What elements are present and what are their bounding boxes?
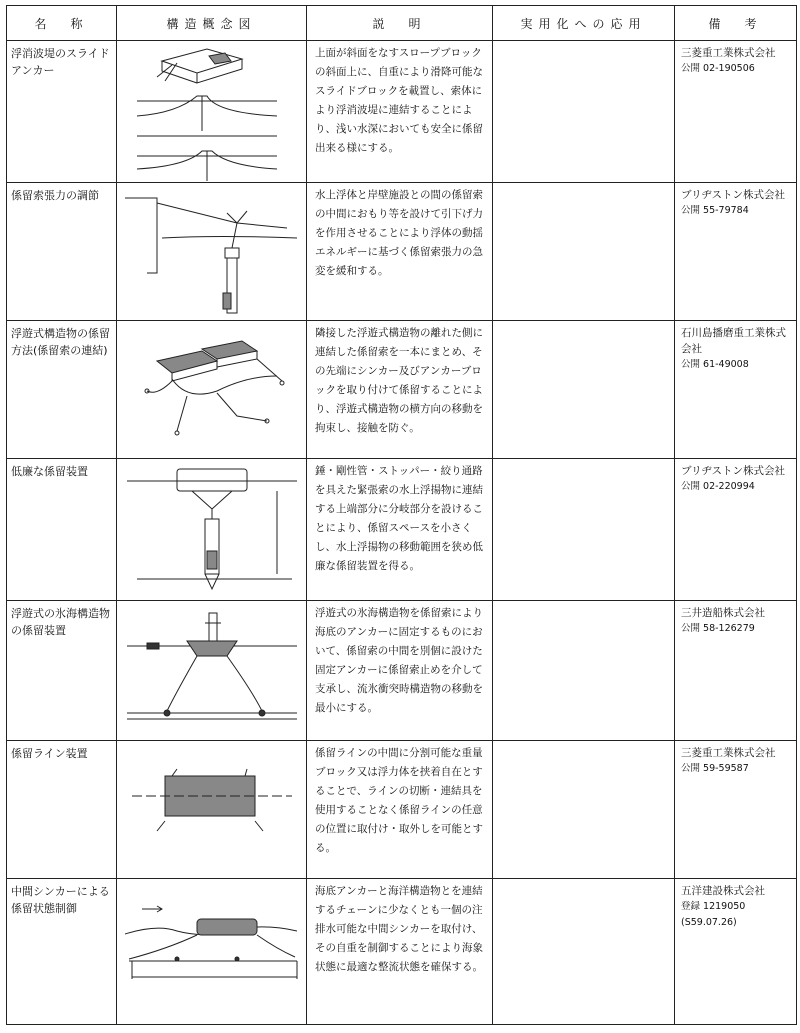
diagram-ice-structure: [117, 601, 307, 741]
diagram-mooring-line: [117, 741, 307, 879]
diagram-mooring-tension: [117, 183, 307, 321]
table-row: [7, 459, 797, 601]
table-row: [7, 601, 797, 741]
table-row: [7, 41, 797, 183]
header-description: 説 明: [307, 6, 493, 41]
row-number: 公開 58-126279: [681, 623, 755, 634]
row-name: 中間シンカーによる係留状態制御: [7, 879, 117, 1025]
row-name: 浮消波堤のスライドアンカー: [7, 41, 117, 183]
row-number: 公開 55-79784: [681, 205, 749, 216]
row-remarks: [675, 183, 797, 321]
row-number: 公開 59-59587: [681, 763, 749, 774]
row-description: 浮遊式の氷海構造物を係留索により海底のアンカーに固定するものにおいて、係留索の中間を別個に設けた固定アンカーに係留索止めを介して支承し、流氷衝突時構造物の移動を最小にする。: [307, 601, 493, 741]
row-application: [493, 879, 675, 1025]
row-description: 隣接した浮遊式構造物の離れた側に連結した係留索を一本にまとめ、その先端にシンカー及びアンカーブロックを取り付けて係留することにより、浮遊式構造物の横方向の移動を拘束し、接触を防ぐ。: [307, 321, 493, 459]
table-row: [7, 879, 797, 1025]
row-company: 五洋建設株式会社: [681, 885, 765, 897]
diagram-slide-anchor: [117, 41, 307, 183]
table-row: [7, 183, 797, 321]
row-application: [493, 741, 675, 879]
row-name: 浮遊式構造物の係留方法(係留索の連結): [7, 321, 117, 459]
row-name: 浮遊式の氷海構造物の係留装置: [7, 601, 117, 741]
diagram-low-cost-mooring: [117, 459, 307, 601]
header-diagram: 構造概念図: [117, 6, 307, 41]
row-application: [493, 183, 675, 321]
row-company: 三菱重工業株式会社: [681, 747, 776, 759]
header-name: 名 称: [7, 6, 117, 41]
row-description: 係留ラインの中間に分割可能な重量ブロック又は浮力体を挟着自在とすることで、ラインの切断・連結具を使用することなく係留ラインの任意の位置に取付け・取外しを可能とする。: [307, 741, 493, 879]
row-date: (S59.07.26): [681, 917, 737, 928]
row-application: [493, 459, 675, 601]
row-company: 三菱重工業株式会社: [681, 47, 776, 59]
row-application: [493, 601, 675, 741]
row-description: 上面が斜面をなすスロープブロックの斜面上に、自重により滑降可能なスライドブロックを載置し、索体により浮消波堤に連結することにより、浅い水深においても安全に係留出来る様にする。: [307, 41, 493, 183]
row-number: 公開 02-220994: [681, 481, 755, 492]
row-name: 係留ライン装置: [7, 741, 117, 879]
row-remarks: [675, 459, 797, 601]
row-remarks: [675, 879, 797, 1025]
header-row: [7, 6, 797, 41]
diagram-intermediate-sinker: [117, 879, 307, 1025]
row-number: 公開 02-190506: [681, 63, 755, 74]
row-number: 登録 1219050: [681, 901, 746, 912]
row-remarks: [675, 321, 797, 459]
header-application: 実用化への応用: [493, 6, 675, 41]
diagram-floating-structure: [117, 321, 307, 459]
row-company: 三井造船株式会社: [681, 607, 765, 619]
row-application: [493, 321, 675, 459]
row-name: 係留索張力の調節: [7, 183, 117, 321]
row-remarks: [675, 601, 797, 741]
row-description: 水上浮体と岸壁施設との間の係留索の中間におもり等を設けて引下げ力を作用させることにより浮体の動揺エネルギーに基づく係留索張力の急変を緩和する。: [307, 183, 493, 321]
row-remarks: [675, 41, 797, 183]
row-name: 低廉な係留装置: [7, 459, 117, 601]
row-company: ブリヂストン株式会社: [681, 465, 785, 477]
row-application: [493, 41, 675, 183]
row-remarks: [675, 741, 797, 879]
row-description: 錘・剛性管・ストッパー・絞り通路を具えた緊張索の水上浮揚物に連結する上端部分に分岐部分を設けることにより、係留スペースを小さくし、水上浮揚物の移動範囲を狭め低廉な係留装置を得る。: [307, 459, 493, 601]
table-row: [7, 741, 797, 879]
patent-table: [6, 5, 797, 1025]
row-description: 海底アンカーと海洋構造物とを連結するチェーンに少なくとも一個の注排水可能な中間シンカーを取付け、その自重を制御することにより海象状態に最適な整流状態を確保する。: [307, 879, 493, 1025]
row-number: 公開 61-49008: [681, 359, 749, 370]
row-company: ブリヂストン株式会社: [681, 189, 785, 201]
table-row: [7, 321, 797, 459]
header-remarks: 備 考: [675, 6, 797, 41]
row-company: 石川島播磨重工業株式会社: [681, 327, 786, 355]
